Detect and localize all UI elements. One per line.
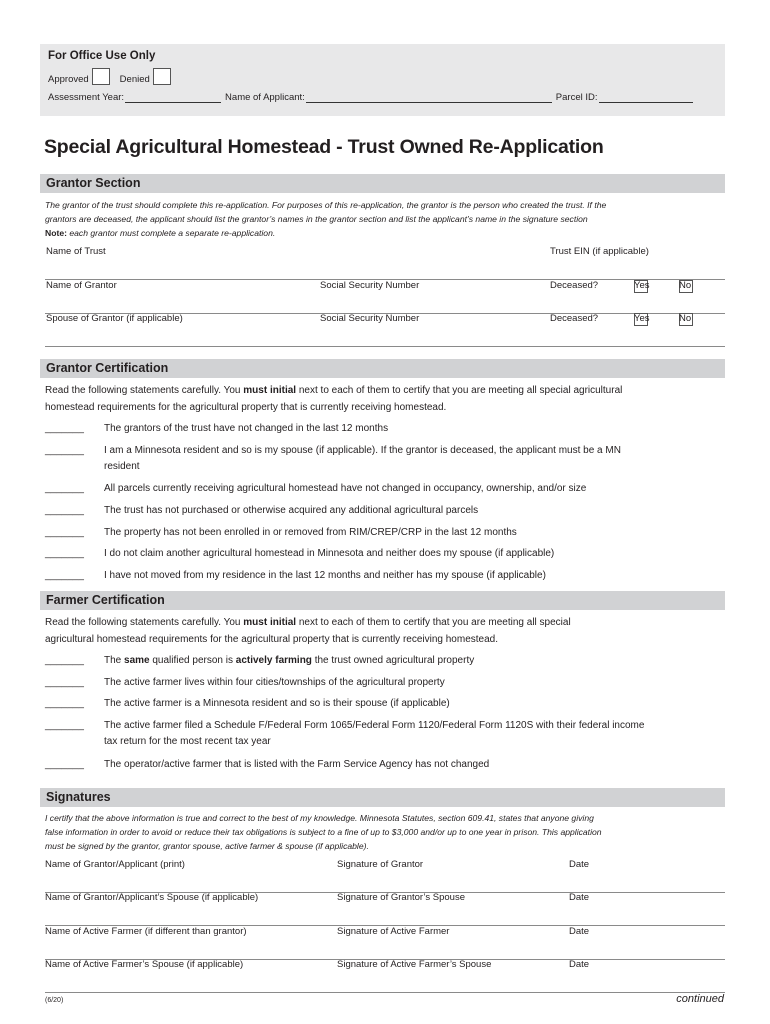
statement-bold: actively farming [235, 655, 312, 666]
statement-line: tax return for the most recent tax year [104, 736, 271, 747]
grantor-ssn-label: Social Security Number [320, 280, 420, 291]
yes-label: Yes [634, 280, 650, 291]
sig-name-label: Name of Active Farmer (if different than grantor) [45, 926, 247, 937]
approved-checkbox[interactable] [92, 68, 110, 85]
statement-text: The active farmer lives within four cities/townships of the agricultural property [104, 677, 445, 688]
signature-row[interactable] [45, 892, 725, 926]
sig-signature-label: Signature of Grantor [337, 859, 424, 870]
statement-text: The operator/active farmer that is listed with the Farm Service Agency has not changed [104, 759, 490, 770]
statement-text: The trust has not purchased or otherwise acquired any additional agricultural parcels [104, 505, 479, 516]
grantor-note-bold: Note: [45, 228, 67, 238]
spouse-row[interactable] [45, 313, 725, 347]
statement-text [104, 443, 729, 475]
statement-text: I do not claim another agricultural homestead in Minnesota and neither does my spouse (if applicable) [104, 548, 555, 559]
sig-name-label: Name of Grantor/Applicant’s Spouse (if applicable) [45, 892, 259, 903]
no-label: No [679, 280, 692, 291]
grantor-note-line1: The grantor of the trust should complete this re-application. For purposes of this re-application, the grantor is the person who created the trust. If the [45, 200, 607, 210]
grantor-note-line2: grantors are deceased, the applicant should list the grantor’s names in the grantor section and list the applicant’s name in the signature section [45, 214, 588, 224]
sig-signature-label: Signature of Active Farmer [337, 926, 450, 937]
statement-part: qualified person is [149, 655, 236, 666]
page-title: Special Agricultural Homestead - Trust Owned Re-Application [44, 136, 604, 158]
statement-text: The active farmer is a Minnesota resident and so is their spouse (if applicable) [104, 698, 450, 709]
statement-text [104, 653, 729, 669]
statement-text: All parcels currently receiving agricultural homestead have not changed in occupancy, ownership, and/or size [104, 483, 587, 494]
signature-row[interactable] [45, 926, 725, 960]
cert-line: must be signed by the grantor, grantor spouse, active farmer & spouse (if applicable). [45, 841, 369, 851]
statement-text: The property has not been enrolled in or removed from RIM/CREP/CRP in the last 12 months [104, 527, 517, 538]
statement-line: The active farmer filed a Schedule F/Federal Form 1065/Federal Form 1120/Federal Form 1120S with their federal income [104, 720, 645, 731]
statement-part: The [104, 655, 125, 666]
initial-blank[interactable]: _______ [45, 698, 84, 709]
intro-text: next to each of them to certify that you are meeting all special agricultural [296, 385, 623, 396]
spouse-ssn-label: Social Security Number [320, 313, 420, 324]
sig-date-label: Date [569, 892, 590, 903]
initial-blank[interactable]: _______ [45, 505, 84, 516]
initial-blank[interactable]: _______ [45, 655, 84, 666]
grantor-cert-heading: Grantor Certification [40, 359, 725, 378]
name-of-applicant-field[interactable] [306, 93, 552, 103]
signatures-heading: Signatures [40, 788, 725, 807]
grantor-section-note [45, 198, 730, 240]
sig-date-label: Date [569, 926, 590, 937]
approved-label: Approved [48, 74, 89, 85]
denied-checkbox[interactable] [153, 68, 171, 85]
sig-signature-label: Signature of Active Farmer’s Spouse [337, 959, 492, 970]
intro-text: homestead requirements for the agricultural property that is currently receiving homestead. [45, 402, 447, 413]
assessment-year-field[interactable] [125, 93, 221, 103]
name-of-applicant-label: Name of Applicant: [225, 92, 305, 103]
name-of-trust-label: Name of Trust [46, 246, 106, 257]
spouse-of-grantor-label: Spouse of Grantor (if applicable) [46, 313, 183, 324]
sig-signature-label: Signature of Grantor’s Spouse [337, 892, 465, 903]
grantor-row[interactable] [45, 280, 725, 314]
statement-text [104, 718, 729, 750]
sig-name-label: Name of Grantor/Applicant (print) [45, 859, 185, 870]
grantor-deceased-label: Deceased? [550, 280, 599, 291]
initial-blank[interactable]: _______ [45, 759, 84, 770]
statement-text: The grantors of the trust have not changed in the last 12 months [104, 423, 389, 434]
sig-name-label: Name of Active Farmer’s Spouse (if applicable) [45, 959, 244, 970]
sig-date-label: Date [569, 959, 590, 970]
initial-blank[interactable]: _______ [45, 677, 84, 688]
name-of-grantor-label: Name of Grantor [46, 280, 117, 291]
denied-label: Denied [119, 74, 150, 85]
statement-line: I am a Minnesota resident and so is my spouse (if applicable). If the grantor is deceased, the applicant must be a MN [104, 445, 621, 456]
initial-blank[interactable]: _______ [45, 570, 84, 581]
trust-ein-label: Trust EIN (if applicable) [550, 246, 649, 257]
intro-text: agricultural homestead requirements for the agricultural property that is currently receiving homestead. [45, 634, 498, 645]
statement-text: I have not moved from my residence in the last 12 months and neither has my spouse (if applicable) [104, 570, 546, 581]
initial-blank[interactable]: _______ [45, 720, 84, 731]
grantor-section-heading: Grantor Section [40, 174, 725, 193]
initial-blank[interactable]: _______ [45, 445, 84, 456]
trust-name-row[interactable] [45, 246, 725, 280]
form-revision-code: (6/20) [45, 997, 64, 1004]
grantor-cert-intro [45, 382, 735, 416]
assessment-year-label: Assessment Year: [48, 92, 125, 103]
initial-blank[interactable]: _______ [45, 483, 84, 494]
initial-blank[interactable]: _______ [45, 548, 84, 559]
intro-text: Read the following statements carefully. You [45, 385, 244, 396]
farmer-cert-heading: Farmer Certification [40, 591, 725, 610]
initial-blank[interactable]: _______ [45, 527, 84, 538]
intro-bold: must initial [243, 385, 297, 396]
statement-bold: same [124, 655, 150, 666]
office-use-box [40, 44, 725, 116]
continued-label: continued [676, 993, 724, 1005]
office-use-title: For Office Use Only [48, 50, 156, 62]
farmer-cert-intro [45, 614, 735, 648]
parcel-id-label: Parcel ID: [555, 92, 598, 103]
intro-bold: must initial [243, 617, 297, 628]
intro-text: next to each of them to certify that you are meeting all special [296, 617, 571, 628]
intro-text: Read the following statements carefully. You [45, 617, 244, 628]
cert-line: I certify that the above information is true and correct to the best of my knowledge. Minnesota Statutes, section 609.41, states that anyone giving [45, 813, 594, 823]
yes-label: Yes [634, 313, 650, 324]
grantor-note-line3: each grantor must complete a separate re-application. [66, 228, 276, 238]
signature-row[interactable] [45, 959, 725, 993]
no-label: No [679, 313, 692, 324]
spouse-deceased-label: Deceased? [550, 313, 599, 324]
sig-date-label: Date [569, 859, 590, 870]
statement-part: the trust owned agricultural property [311, 655, 475, 666]
initial-blank[interactable]: _______ [45, 423, 84, 434]
statement-line: resident [104, 461, 140, 472]
parcel-id-field[interactable] [599, 93, 693, 103]
cert-line: false information in order to avoid or reduce their tax obligations is subject to a fine of up to $3,000 and/or up to one year in prison. This application [45, 827, 602, 837]
signature-row[interactable] [45, 859, 725, 893]
signatures-certification [45, 811, 730, 853]
